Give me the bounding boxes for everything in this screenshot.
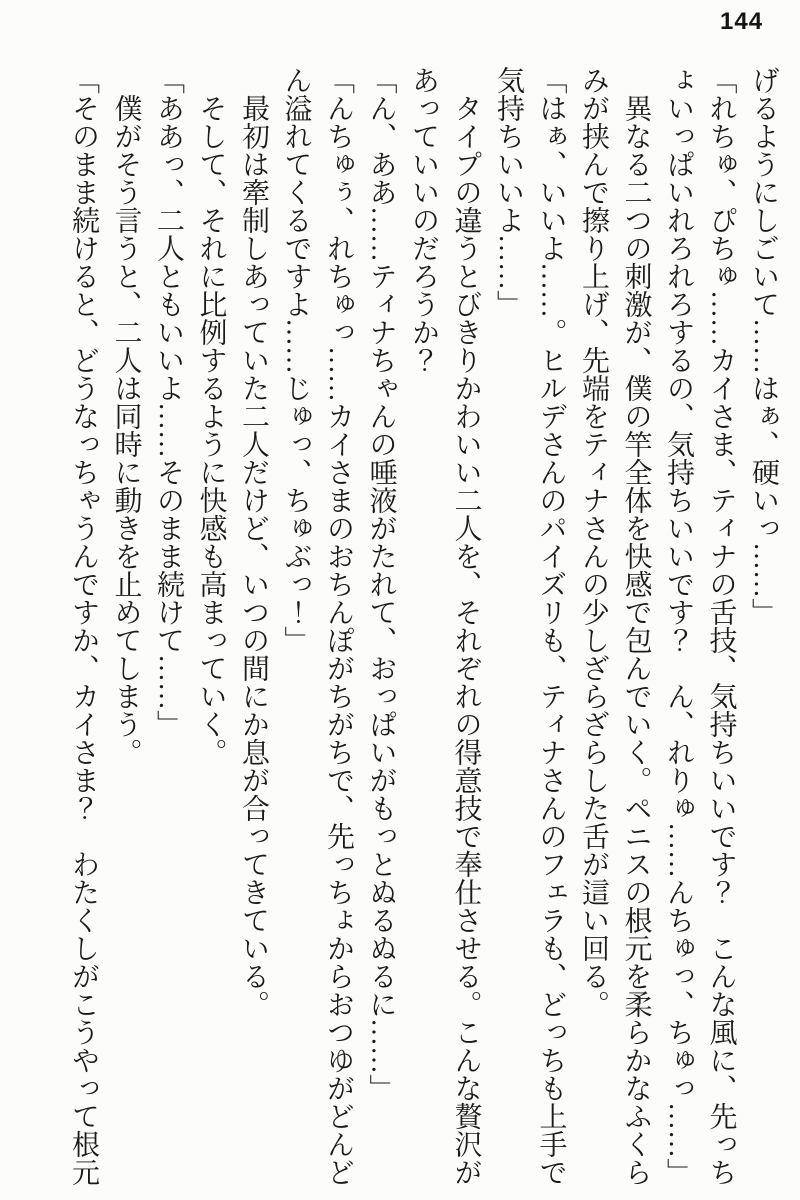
text-line: 「はぁ、いいよ……。ヒルデさんのパイズリも、ティナさんのフェラも、どっちも上手で bbox=[535, 66, 567, 1186]
text-line: 「れちゅ、ぴちゅ……カイさま、ティナの舌技、気持ちいいです？ こんな風に、先っち bbox=[705, 66, 737, 1186]
page-number: 144 bbox=[720, 8, 764, 35]
text-line: 異なる二つの刺激が、僕の竿全体を快感で包んでいく。ペニスの根元を柔らかなふくら bbox=[620, 94, 652, 1186]
text-line: ょいっぱいれろれろするの、気持ちいいです？ ん、れりゅ……んちゅっ、ちゅっ……」 bbox=[663, 66, 694, 1186]
text-line: 気持ちいいよ……」 bbox=[493, 66, 524, 318]
text-line: ん溢れてくるですよ……じゅっ、ちゅぶっ！」 bbox=[280, 66, 312, 654]
text-line: 「ん、ああ……ティナちゃんの唾液がたれて、おっぱいがもっとぬるぬるに……」 bbox=[365, 66, 397, 1102]
text-line: 「そのまま続けると、どうなっちゃうんですか、カイさま？ わたくしがこうやって根元 bbox=[68, 66, 99, 1186]
text-line: げるようにしごいて……はぁ、硬いっ……」 bbox=[748, 66, 779, 626]
text-line: 僕がそう言うと、二人は同時に動きを止めてしまう。 bbox=[110, 94, 142, 766]
text-line: 「んちゅぅ、れちゅっ……カイさまのおちんぽがちがちで、先っちょからおつゆがどんど bbox=[323, 66, 354, 1186]
text-line: あっていいのだろうか？ bbox=[408, 66, 439, 374]
text-line: そして、それに比例するように快感も高まっていく。 bbox=[195, 94, 227, 766]
text-line: 「ああっ、二人ともいいよ……そのまま続けて……」 bbox=[153, 66, 184, 738]
text-line: 最初は牽制しあっていた二人だけど、いつの間にか息が合ってきている。 bbox=[238, 94, 269, 1018]
text-column-container bbox=[62, 66, 785, 1192]
text-line: みが挟んで擦り上げ、先端をティナさんの少しざらざらした舌が這い回る。 bbox=[578, 66, 609, 1018]
text-line: タイプの違うとびきりかわいい二人を、それぞれの得意技で奉仕させる。こんな贅沢が bbox=[450, 94, 482, 1186]
